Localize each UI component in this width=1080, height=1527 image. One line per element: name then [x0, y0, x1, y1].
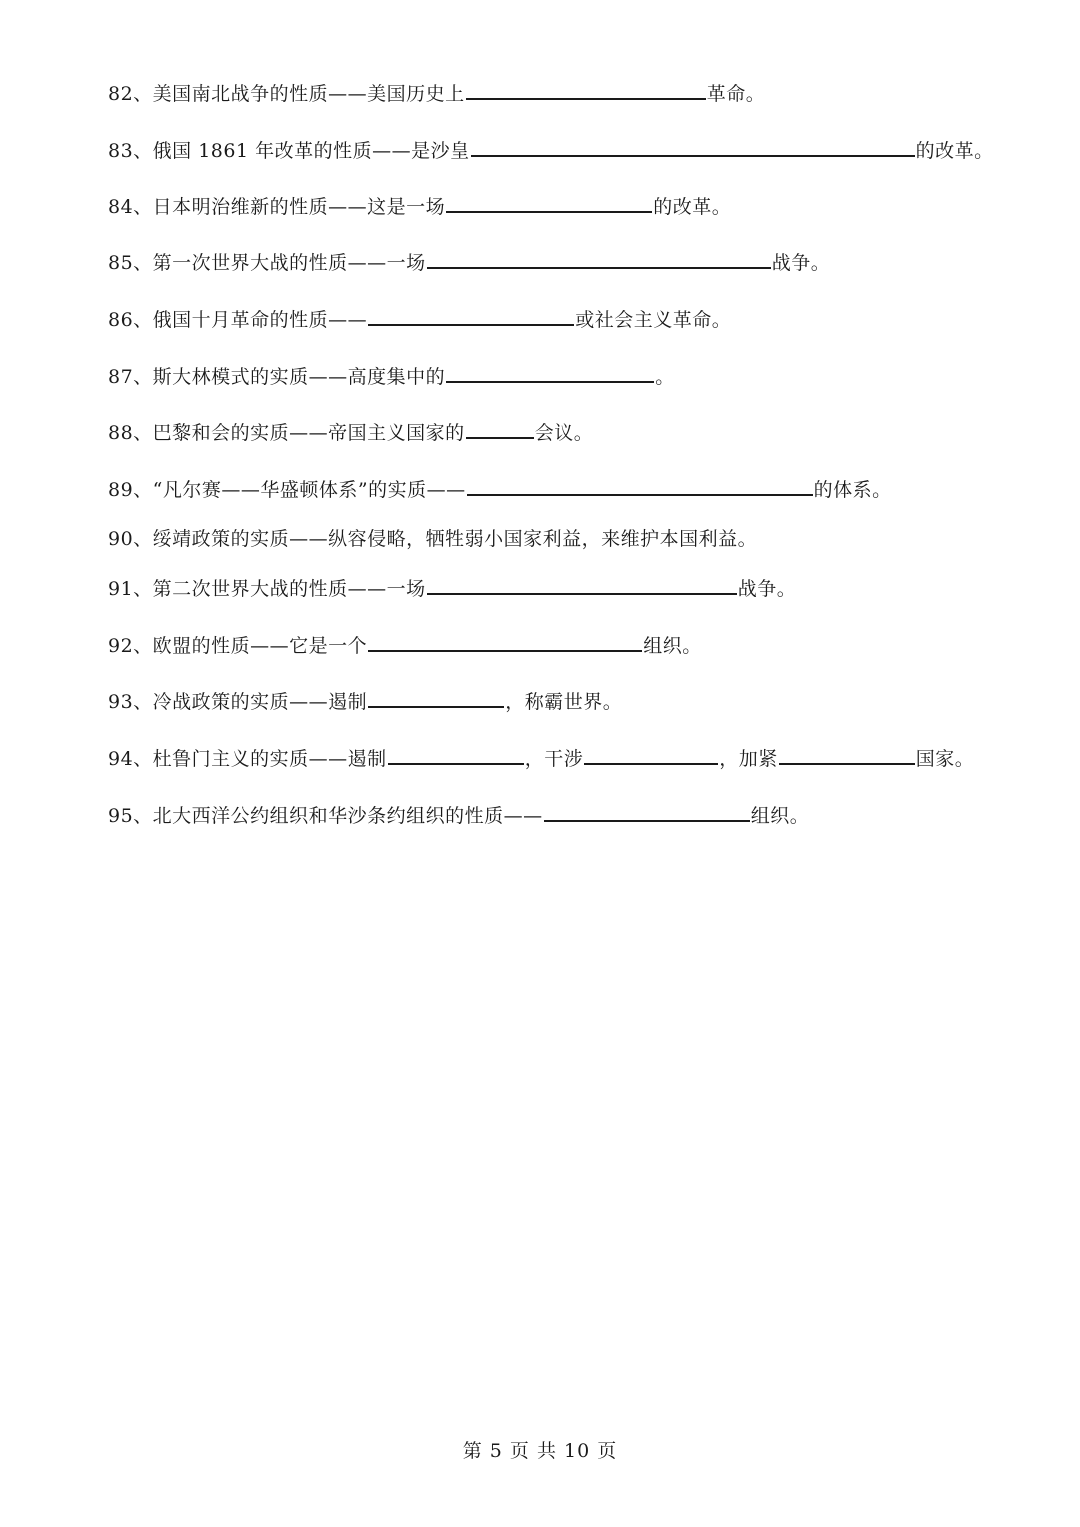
- page-number-footer: 第 5 页 共 10 页: [462, 1440, 618, 1462]
- question-text: ，加紧: [719, 748, 778, 770]
- answer-blank[interactable]: [368, 324, 574, 326]
- question-text: 89、“凡尔赛——华盛顿体系”的实质——: [108, 479, 466, 501]
- question-text: 国家。: [915, 748, 975, 770]
- question-83: [108, 139, 994, 163]
- question-92: [108, 634, 702, 658]
- question-text: 85、第一次世界大战的性质——一场: [108, 252, 426, 274]
- question-86: [108, 308, 731, 332]
- question-89: [108, 478, 892, 502]
- question-93: [108, 690, 622, 714]
- question-text: 组织。: [643, 635, 702, 657]
- question-text: 92、欧盟的性质——它是一个: [108, 635, 368, 657]
- question-text: 战争。: [771, 252, 831, 274]
- answer-blank[interactable]: [467, 494, 813, 496]
- question-text: 组织。: [750, 805, 810, 827]
- question-94: [108, 747, 974, 771]
- question-text: ，干涉: [524, 748, 584, 770]
- question-text: 83、俄国 1861 年改革的性质——是沙皇: [108, 140, 470, 162]
- answer-blank[interactable]: [471, 155, 915, 157]
- question-text: 91、第二次世界大战的性质——一场: [108, 578, 426, 600]
- answer-blank[interactable]: [779, 763, 915, 765]
- question-88: [108, 421, 593, 445]
- answer-blank[interactable]: [427, 267, 771, 269]
- question-95: [108, 804, 809, 828]
- question-text: 战争。: [737, 578, 797, 600]
- question-85: [108, 251, 830, 275]
- question-text: 的改革。: [653, 196, 732, 218]
- question-90: [108, 527, 757, 551]
- answer-blank[interactable]: [584, 763, 718, 765]
- question-text: 革命。: [706, 83, 766, 105]
- question-text: 90、绥靖政策的实质——纵容侵略，牺牲弱小国家利益，来维护本国利益。: [108, 528, 758, 550]
- question-text: 的体系。: [813, 479, 892, 501]
- answer-blank[interactable]: [446, 381, 654, 383]
- question-text: 87、斯大林模式的实质——高度集中的: [108, 366, 446, 388]
- answer-blank[interactable]: [446, 211, 652, 213]
- answer-blank[interactable]: [427, 593, 737, 595]
- answer-blank[interactable]: [368, 650, 642, 652]
- question-82: [108, 82, 765, 106]
- answer-blank[interactable]: [466, 437, 534, 439]
- question-84: [108, 195, 731, 219]
- question-text: ，称霸世界。: [505, 691, 623, 713]
- question-text: 86、俄国十月革命的性质——: [108, 309, 368, 331]
- answer-blank[interactable]: [388, 763, 524, 765]
- question-91: [108, 577, 796, 601]
- answer-blank[interactable]: [368, 706, 504, 708]
- question-text: 84、日本明治维新的性质——这是一场: [108, 196, 446, 218]
- question-text: 82、美国南北战争的性质——美国历史上: [108, 83, 465, 105]
- question-text: 95、北大西洋公约组织和华沙条约组织的性质——: [108, 805, 543, 827]
- question-text: 的改革。: [915, 140, 994, 162]
- answer-blank[interactable]: [466, 98, 706, 100]
- question-text: 88、巴黎和会的实质——帝国主义国家的: [108, 422, 465, 444]
- question-text: 94、杜鲁门主义的实质——遏制: [108, 748, 387, 770]
- answer-blank[interactable]: [544, 820, 750, 822]
- question-text: 93、冷战政策的实质——遏制: [108, 691, 368, 713]
- question-text: 。: [655, 366, 675, 388]
- question-87: [108, 365, 675, 389]
- question-text: 或社会主义革命。: [575, 309, 732, 331]
- question-text: 会议。: [534, 422, 594, 444]
